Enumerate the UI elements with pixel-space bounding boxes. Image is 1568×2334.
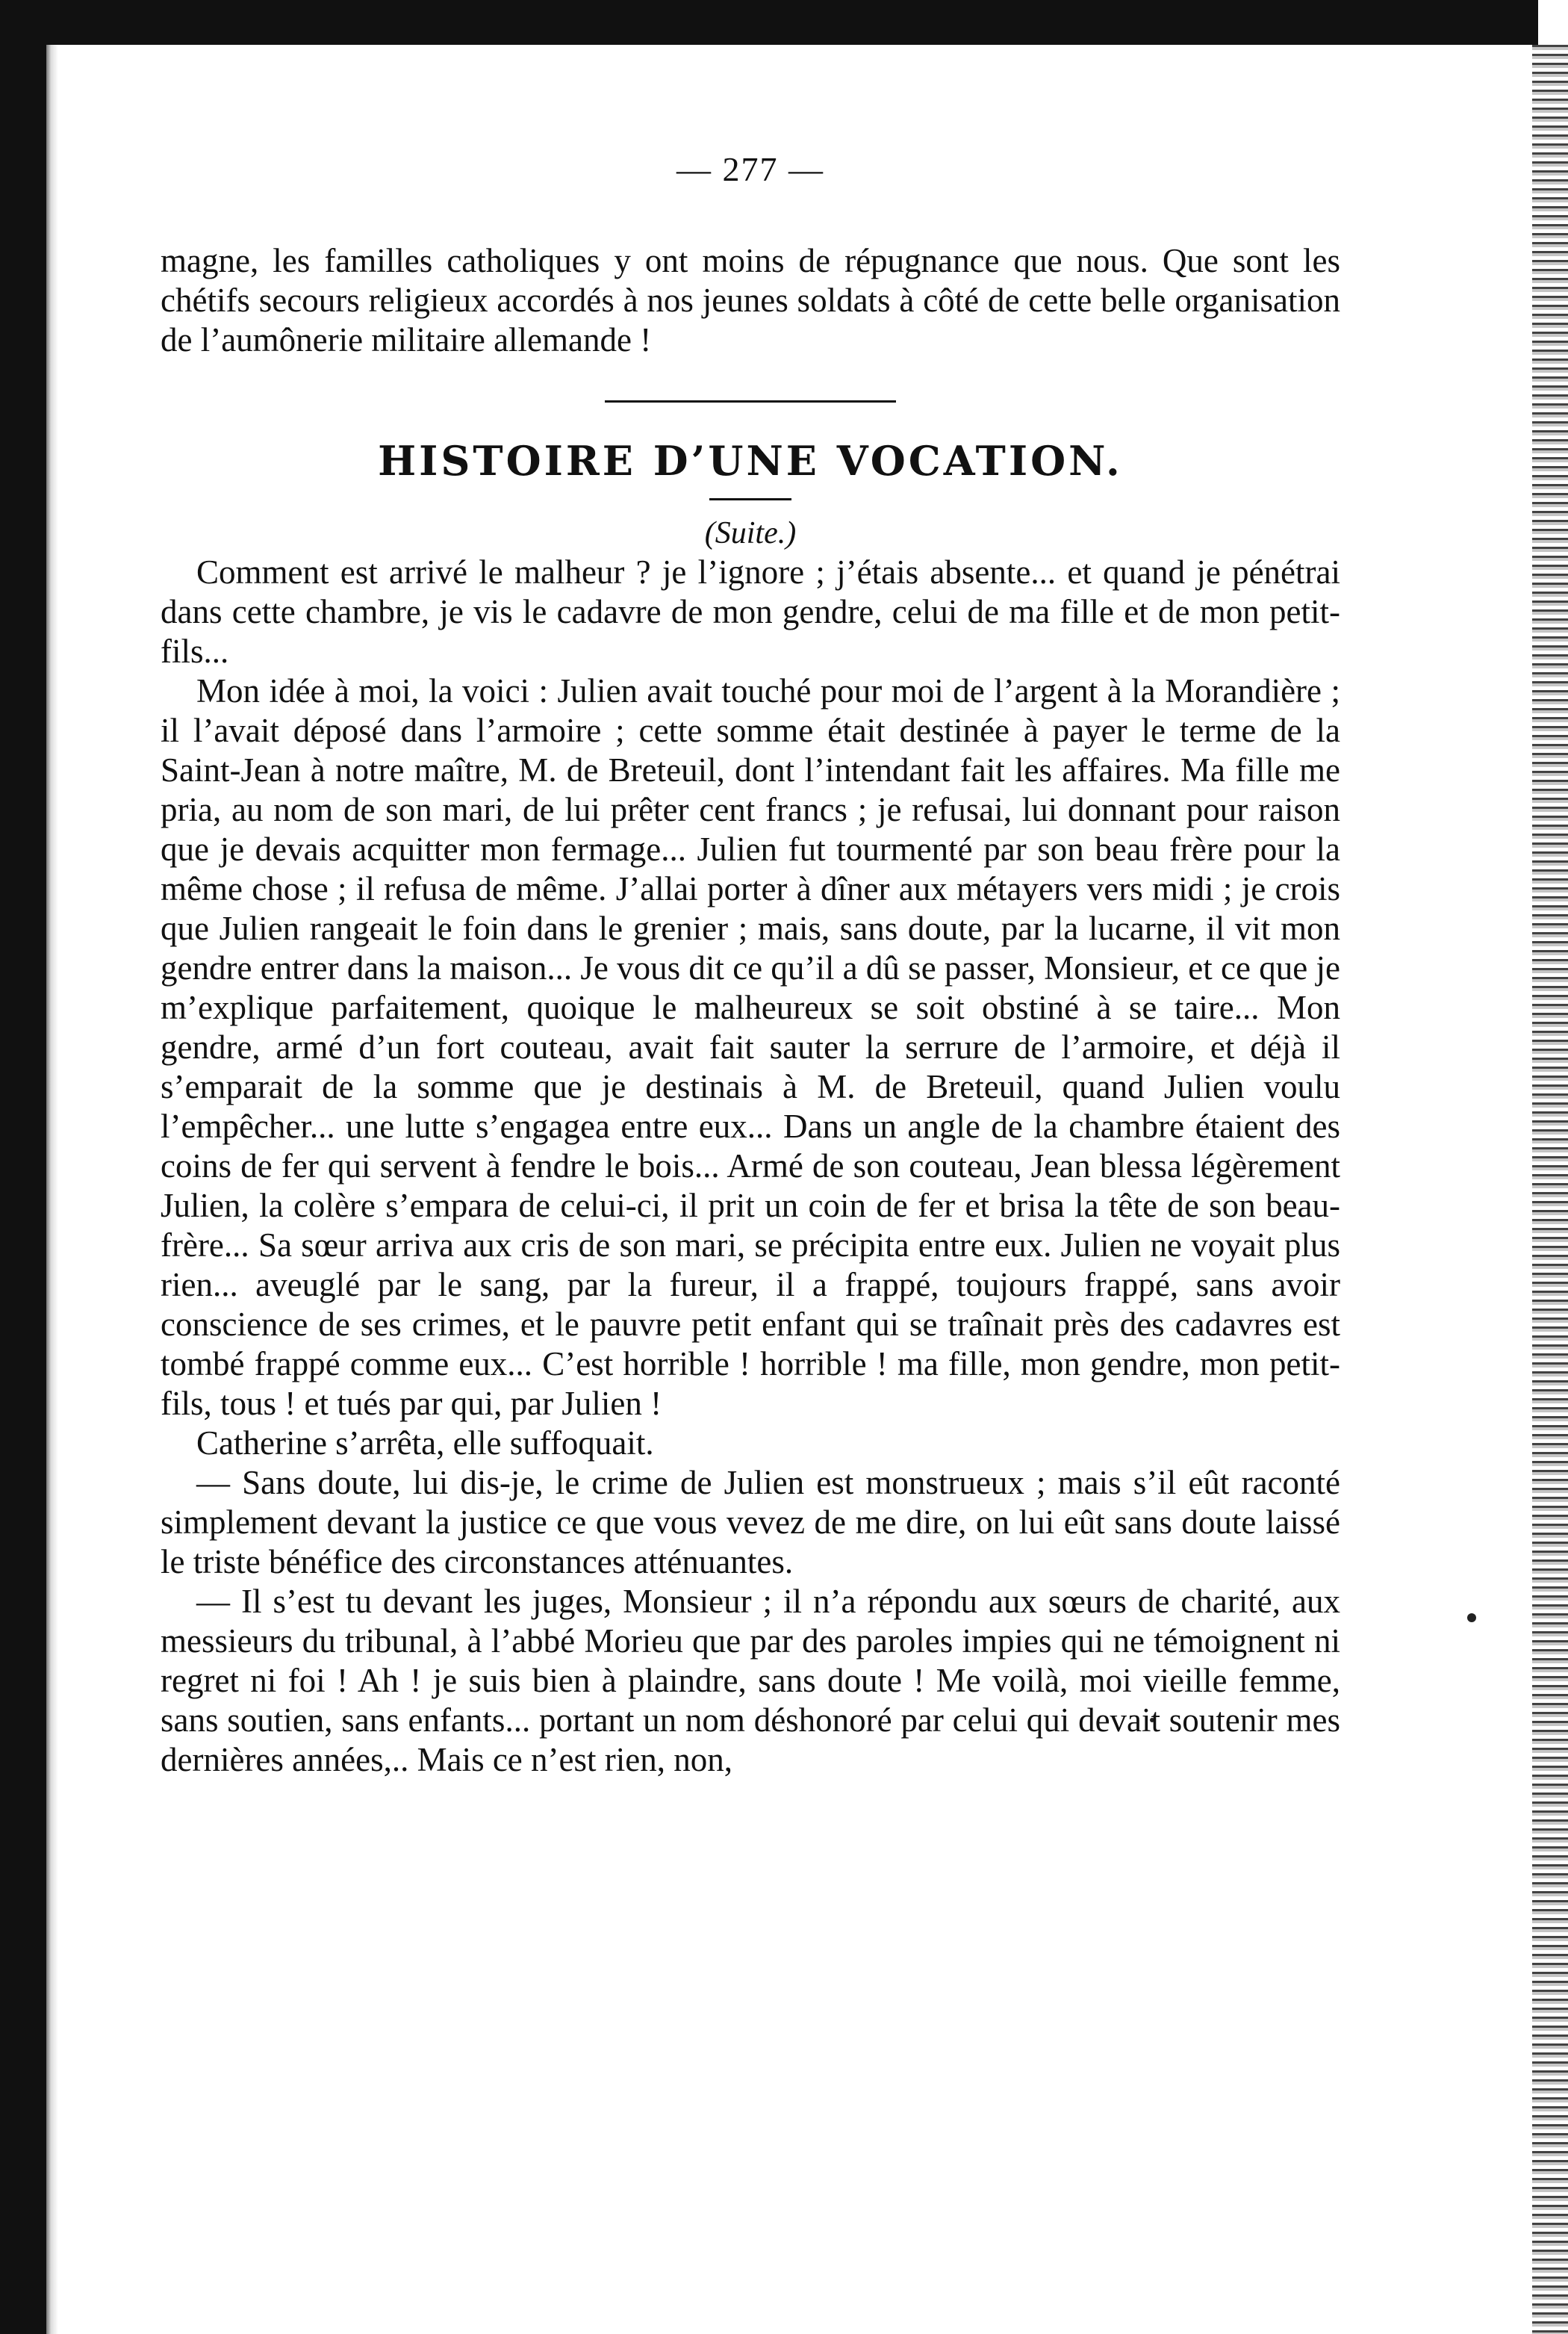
scan-binding-shadow (46, 45, 58, 2334)
page-number: — 277 — (676, 150, 824, 188)
scan-right-border (1532, 45, 1568, 2334)
body-paragraph: Mon idée à moi, la voici : Julien avait touché pour moi de l’argent à la Morandière ; il l’avait déposé dans l’armoire ; cette somme était destinée à payer le terme de la Saint-Jean à notre maître, M. de Breteuil, dont l’intendant fait les affaires. Ma fille me pria, au nom de son mari, de lui prêter cent francs ; je refusai, lui donnant pour raison que je devais acquitter mon fermage... Julien fut tourmenté par son beau frère pour la même chose ; il refusa de même. J’allai porter à dîner aux métayers vers midi ; je crois que Julien rangeait le foin dans le grenier ; mais, sans doute, par la lucarne, il vit mon gendre entrer dans la maison... Je vous dit ce qu’il a dû se passer, Monsieur, et ce que je m’explique parfaitement, quoique le malheureux se soit obstiné à se taire... Mon gendre, armé d’un fort couteau, avait fait sauter la serrure de l’armoire, et déjà il s’emparait de la somme que je destinais à M. de Breteuil, quand Julien voulu l’empêcher... une lutte s’engagea entre eux... Dans un angle de la chambre étaient des coins de fer qui servent à fendre le bois... Armé de son couteau, Jean blessa légèrement Julien, la colère s’empara de celui-ci, il prit un coin de fer et brisa la tête de son beau-frère... Sa sœur arriva aux cris de son mari, se précipita entre eux. Julien ne voyait plus rien... aveuglé par le sang, par la fureur, il a frappé, toujours frappé, sans avoir conscience de ses crimes, et le pauvre petit enfant qui se traînait près des cadavres est tombé frappé comme eux... C’est horrible ! horrible ! ma fille, mon gendre, mon petit-fils, tous ! et tués par qui, par Julien ! (161, 672, 1340, 1422)
body-paragraph: Comment est arrivé le malheur ? je l’ignore ; j’étais absente... et quand je pénétrai dans cette chambre, je vis le cadavre de mon gendre, celui de ma fille et de mon petit-fils... (161, 553, 1340, 670)
book-page (161, 149, 1340, 1780)
body-paragraph: — Sans doute, lui dis-je, le crime de Julien est monstrueux ; mais s’il eût raconté simplement devant la justice ce que vous vevez de me dire, on lui eût sans doute laissé le triste bénéfice des circonstances atténuantes. (161, 1464, 1340, 1580)
intro-paragraph: magne, les familles catholiques y ont moins de répugnance que nous. Que sont les chétifs secours religieux accordés à nos jeunes soldats à côté de cette belle organisation de l’aumônerie militaire allemande ! (161, 242, 1340, 359)
section-divider (605, 400, 896, 403)
scan-speck (1467, 1613, 1476, 1622)
scan-left-border (0, 0, 46, 2334)
heading-underline (709, 498, 791, 500)
section-subheading: (Suite.) (704, 516, 797, 550)
section-heading: HISTOIRE D’UNE VOCATION. (378, 437, 1123, 485)
scan-top-border (0, 0, 1538, 45)
body-paragraph: Catherine s’arrêta, elle suffoquait. (196, 1424, 654, 1462)
body-paragraph: — Il s’est tu devant les juges, Monsieur ; il n’a répondu aux sœurs de charité, aux messieurs du tribunal, à l’abbé Morieu que par des paroles impies qui ne témoignent ni regret ni foi ! Ah ! je suis bien à plaindre, sans doute ! Me voilà, moi vieille femme, sans soutien, sans enfants... portant un nom déshonoré par celui qui devait soutenir mes dernières années,.. Mais ce n’est rien, non, (161, 1583, 1340, 1778)
